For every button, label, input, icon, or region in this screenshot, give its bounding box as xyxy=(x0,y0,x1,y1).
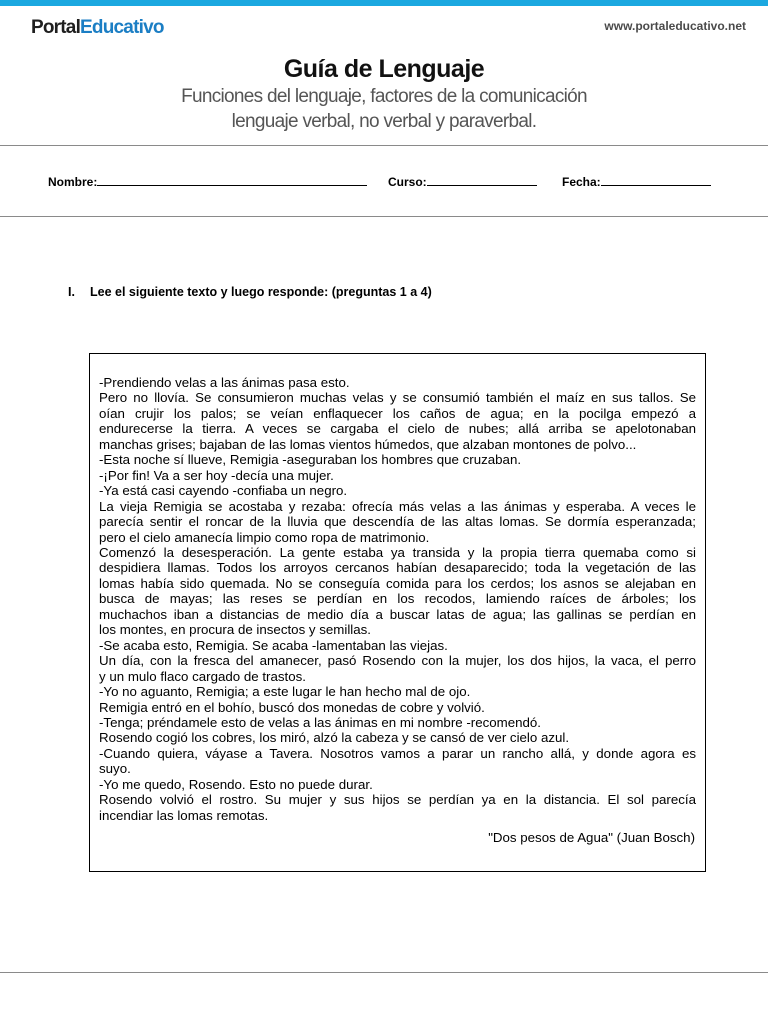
passage-line: Un día, con la fresca del amanecer, pasó Rosendo con la mujer, los dos hijos, la vaca, el perro xyxy=(99,653,696,669)
passage-line: suyo. xyxy=(99,761,131,777)
passage-line: oían crujir los palos; se veían enflaquecer los caños de agua; en la pocilga empezó a xyxy=(99,405,696,421)
divider-bottom xyxy=(0,972,768,973)
subtitle-line-1: Funciones del lenguaje, factores de la comunicación xyxy=(181,86,587,107)
passage-line: parecía sentir el roncar de la lluvia que descendía de las altas lomas. Se dormía esperanzada; xyxy=(99,514,696,530)
fecha-label: Fecha: xyxy=(562,175,601,189)
portal-educativo-logo[interactable] xyxy=(31,17,164,39)
curso-blank-line[interactable] xyxy=(427,175,537,186)
fecha-field[interactable] xyxy=(562,175,711,189)
passage-line: lomas había sido quemada. No se conseguía comida para los cerdos; los asnos se alejaban en xyxy=(99,575,696,591)
passage-line: despidiera llamas. Todos los arroyos cercanos habían desaparecido; toda la vegetación de las xyxy=(99,560,696,576)
passage-line: pero el cielo amanecía limpio como ropa de matrimonio. xyxy=(99,529,430,545)
fecha-blank-line[interactable] xyxy=(601,175,711,186)
instruction-heading xyxy=(68,285,432,299)
page-title: Guía de Lenguaje xyxy=(283,55,485,83)
passage-line: endurecerse la tierra. A veces se cargaba el cielo de nubes; allá arriba se apelotonaban xyxy=(99,421,696,437)
passage-line: -Yo no aguanto, Remigia; a este lugar le han hecho mal de ojo. xyxy=(99,684,471,700)
divider-form xyxy=(0,216,768,217)
passage-line: -Se acaba esto, Remigia. Se acaba -lamentaban las viejas. xyxy=(99,637,448,653)
passage-attribution: "Dos pesos de Agua" (Juan Bosch) xyxy=(488,830,695,846)
passage-line: busca de mayas; las reses se perdían en los recodos, lamiendo raíces de árboles; los xyxy=(99,591,696,607)
passage-line: Remigia entró en el bohío, buscó dos monedas de cobre y volvió. xyxy=(99,699,485,715)
passage-line: La vieja Remigia se acostaba y rezaba: ofrecía más velas a las ánimas y esperaba. A veces le xyxy=(99,498,696,514)
passage-line: -Esta noche sí llueve, Remigia -aseguraban los hombres que cruzaban. xyxy=(99,452,522,468)
instruction-text: Lee el siguiente texto y luego responde: (preguntas 1 a 4) xyxy=(90,285,432,299)
instruction-number: I. xyxy=(68,285,75,299)
passage-line: -Prendiendo velas a las ánimas pasa esto. xyxy=(99,375,350,390)
logo-text-educativo: Educativo xyxy=(80,17,164,38)
passage-line: Rosendo cogió los cobres, los miró, alzó la cabeza y se cansó de ver cielo azul. xyxy=(99,730,570,746)
passage-line: Comenzó la desesperación. La gente estaba ya transida y la propia tierra quemaba como si xyxy=(99,544,696,560)
passage-line: -Yo me quedo, Rosendo. Esto no puede durar. xyxy=(99,776,373,792)
curso-label: Curso: xyxy=(388,175,427,189)
passage-line: -Cuando quiera, váyase a Tavera. Nosotros vamos a parar un rancho allá, y donde agora es xyxy=(99,745,696,761)
passage-line: los montes, en procura de insectos y semillas. xyxy=(99,622,371,638)
passage-line: muchachos iban a distancias de medio día a buscar latas de agua; las gallinas se perdían en xyxy=(99,606,696,622)
passage-line: -¡Por fin! Va a ser hoy -decía una mujer. xyxy=(99,467,334,483)
curso-field[interactable] xyxy=(388,175,537,189)
passage-line: y un mulo flaco cargado de trastos. xyxy=(99,668,306,684)
nombre-blank-line[interactable] xyxy=(97,175,367,186)
divider-top xyxy=(0,145,768,146)
passage-line: -Ya está casi cayendo -confiaba un negro. xyxy=(99,483,348,499)
passage-line: manchas grises; bajaban de las lomas vientos húmedos, que alzaban montones de polvo... xyxy=(99,436,637,452)
site-url[interactable]: www.portaleducativo.net xyxy=(604,19,746,33)
nombre-label: Nombre: xyxy=(48,175,98,189)
reading-passage-box xyxy=(89,353,706,872)
passage-line: Rosendo volvió el rostro. Su mujer y sus hijos se perdían ya en la distancia. El sol parecía xyxy=(99,792,696,808)
top-accent-bar xyxy=(0,0,768,6)
passage-line: -Tenga; préndamele esto de velas a las ánimas en mi nombre -recomendó. xyxy=(99,714,541,730)
passage-line: incendiar las lomas remotas. xyxy=(99,807,269,823)
subtitle-line-2: lenguaje verbal, no verbal y paraverbal. xyxy=(231,111,537,132)
nombre-field[interactable] xyxy=(48,175,367,189)
passage-line: Pero no llovía. Se consumieron muchas velas y se consumió también el maíz en sus tallos. Se xyxy=(99,390,696,406)
logo-text-portal: Portal xyxy=(31,17,81,38)
